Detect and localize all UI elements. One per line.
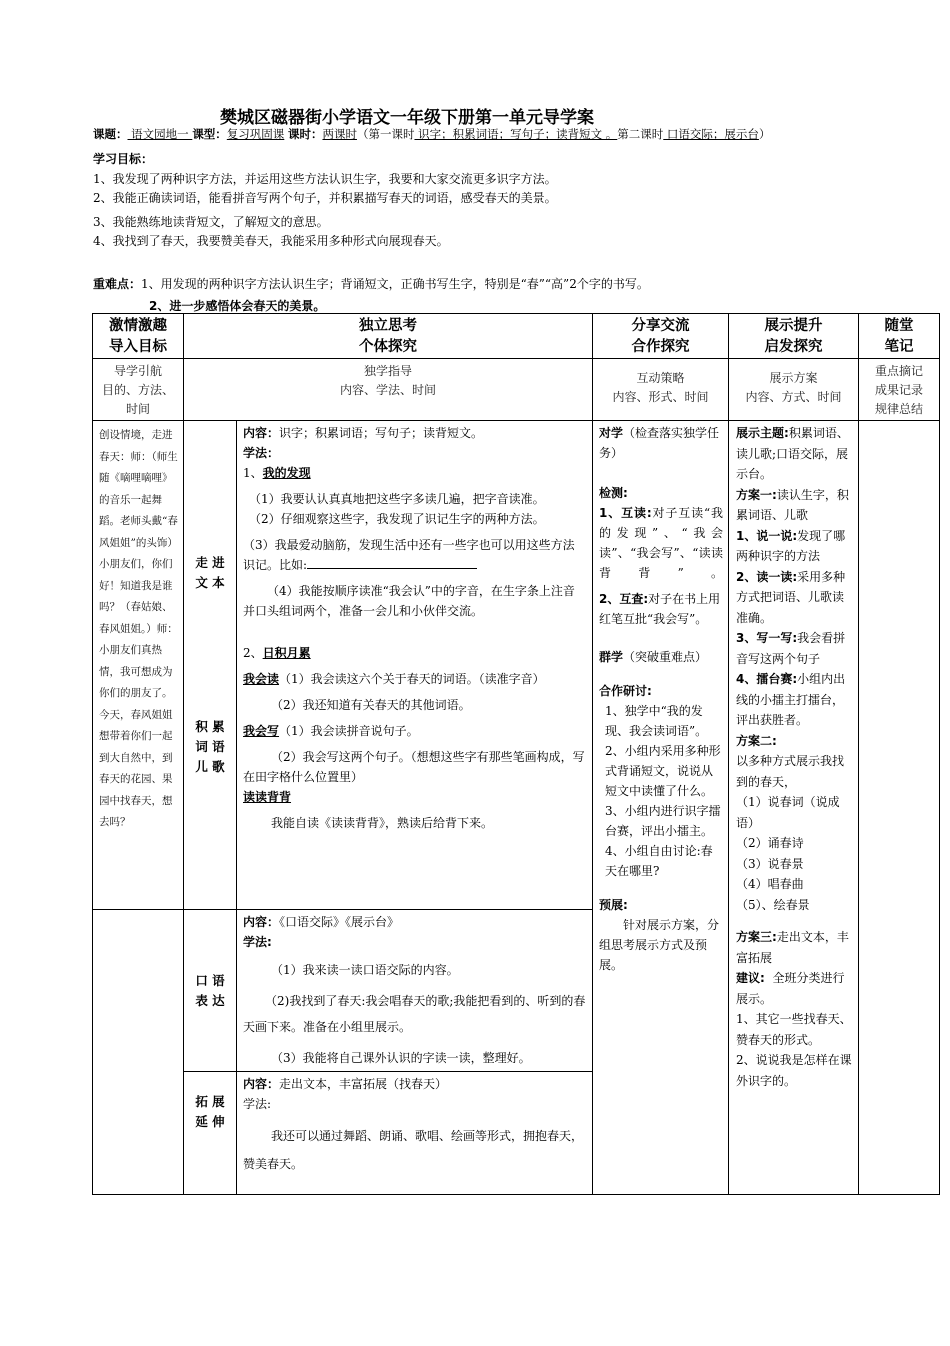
lesson-table (92, 313, 940, 1195)
table-header-row (93, 314, 940, 359)
goal-item: 1、我发现了两种识字方法，并运用这些方法认识生字，我要和大家交流更多识字方法。 (93, 171, 557, 186)
goal-item: 3、我能熟练地读背短文，了解短文的意思。 (93, 214, 329, 229)
header-independent: 独立思考 个体探究 (184, 314, 593, 359)
example-blank (307, 555, 477, 569)
subheader-independent: 独学指导 内容、学法、时间 (184, 359, 593, 421)
subheader-show: 展示方案 内容、方式、时间 (729, 359, 859, 421)
subheader-intro: 导学引航 目的、方法、 时间 (93, 359, 184, 421)
header-show: 展示提升 启发探究 (729, 314, 859, 359)
header-intro: 激情激趣 导入目标 (93, 314, 184, 359)
type-value: 复习巩固课 (226, 127, 285, 141)
type-label: 课型： (192, 127, 227, 141)
hours-label: 课时： (287, 127, 323, 141)
walk-label: 走 进 文 本 (195, 555, 225, 590)
key-points (93, 273, 938, 317)
table-subheader-row (93, 359, 940, 421)
extend-label: 拓 展 延 伸 (184, 1072, 237, 1195)
lesson-meta (93, 126, 770, 142)
oral-label: 口 语 表 达 (184, 910, 237, 1072)
oral-content: 内容：《口语交际》《展示台》 学法: （1）我来读一读口语交际的内容。 （2)我找到了春天:我会唱春天的歌;我能把看到的、听到的春天画下来。准备在小组里展示。 （3）我能将自己课外认识的字读一读，整理好。 (237, 910, 593, 1072)
subheader-notes: 重点摘记 成果记录 规律总结 (859, 359, 940, 421)
hours-value: 两课时 (322, 127, 357, 141)
page-title: 樊城区磁器街小学语文一年级下册第一单元导学案 (220, 108, 594, 128)
accumulate-label: 积 累 词 语 儿 歌 (195, 719, 225, 774)
goals-heading: 学习目标： (93, 152, 154, 166)
first-period-prefix: （第一课时 (356, 127, 415, 141)
goal-item: 4、我找到了春天，我要赞美春天，我能采用多种形式向展现春天。 (93, 234, 449, 248)
subheader-share: 互动策略 内容、形式、时间 (593, 359, 729, 421)
second-period-content: 口语交际；展示台 (663, 127, 759, 141)
topic-label: 课题： (93, 127, 128, 141)
topic-value: 语文园地一 (127, 127, 193, 141)
intro-scenario: 创设情境，走进春天：师：（师生随《嘀哩嘀哩》的音乐一起舞蹈。老师头戴“春风姐姐”的头饰）小朋友们，你们好！知道我是谁吗？（春姑娘、春风姐姐。）师：小朋友们真热情，我可想成为你们的朋友了。今天，春风姐姐想带着你们一起到大自然中，到春天的花园、果园中找春天，想去吗？ (93, 421, 184, 910)
learning-goals (93, 150, 933, 252)
key-point-2: 2、进一步感悟体会春天的美景。 (149, 299, 326, 313)
intro-empty-cell (93, 910, 184, 1195)
goal-item: 2、我能正确读词语，能看拼音写两个句子，并积累描写春天的词语，感受春天的美景。 (93, 191, 557, 205)
meta-close: ） (758, 127, 771, 141)
extend-content: 内容：走出文本，丰富拓展（找春天） 学法: 我还可以通过舞蹈、朗诵、歌唱、绘画等形式，拥抱春天，赞美春天。 (237, 1072, 593, 1195)
key-point-1: 1、用发现的两种识字方法认识生字；背诵短文，正确书写生字，特别是“春”“高”2个字的书写。 (141, 277, 649, 291)
share-strategy: 对学（检查落实独学任务） 检测: 1、互读:对子互读“我的发现”、“我会读”、“我会写”、“读读背背”。 2、互查:对子在书上用红笔互批“我会写”。 群学（突破重难点） 合作研讨: 1、独学中“我的发现、我会读词语”。 2、小组内采用多种形式背诵短文，说说从短文中读懂了什么。 3、小组内进行识字擂台赛，评出小擂主。 4、小组自由讨论:春天在哪里? 预展: 针对展示方案，分组思考展示方式及预展。 (593, 421, 729, 1195)
header-notes: 随堂 笔记 (859, 314, 940, 359)
table-row (93, 421, 940, 910)
walk-content: 内容：识字；积累词语；写句子；读背短文。 学法： 1、我的发现 （1）我要认认真真地把这些字多读几遍，把字音读准。 （2）仔细观察这些字，我发现了识记生字的两种方法。 （3）我最爱动脑筋，发现生活中还有一些字也可以用这些方法识记。比如: （4）我能按顺序读准“我会认”中的字音，在生字条上注音并口头组词两个，准备一会儿和小伙伴交流。 2、日积月累 我会读（1）我会读这六个关于春天的词语。（读准字音） （2）我还知道有关春天的其他词语。 我会写（1）我会读拼音说句子。 （2）我会写这两个句子。（想想这些字有那些笔画构成，写在田字格什么位置里） 读读背背 我能自读《读读背背》，熟读后给背下来。 (237, 421, 593, 910)
second-period-prefix: 第二课时 (617, 127, 664, 141)
first-period-content: 识字；积累词语；写句子；读背短文 。 (414, 127, 618, 141)
notes-cell[interactable] (859, 421, 940, 1195)
header-share: 分享交流 合作探究 (593, 314, 729, 359)
show-plan: 展示主题:积累词语、读儿歌;口语交际，展示台。 方案一:读认生字，积累词语、儿歌 1、说一说:发现了哪两种识字的方法 2、读一读:采用多种方式把词语、儿歌读准确。 3、写一写:我会看拼音写这两个句子 4、擂台赛:小组内出线的小擂主打擂台，评出获胜者。 方案二: 以多种方式展示我找到的春天， （1）说春词（说成语） （2）诵春诗 （3）说春景 （4）唱春曲 （5）、绘春景 方案三:走出文本，丰富拓展 建议: 全班分类进行展示。 1、其它一些找春天、赞春天的形式。 2、说说我是怎样在课外识字的。 (729, 421, 859, 1195)
stage-labels (184, 421, 237, 910)
key-points-label: 重难点： (93, 277, 142, 291)
